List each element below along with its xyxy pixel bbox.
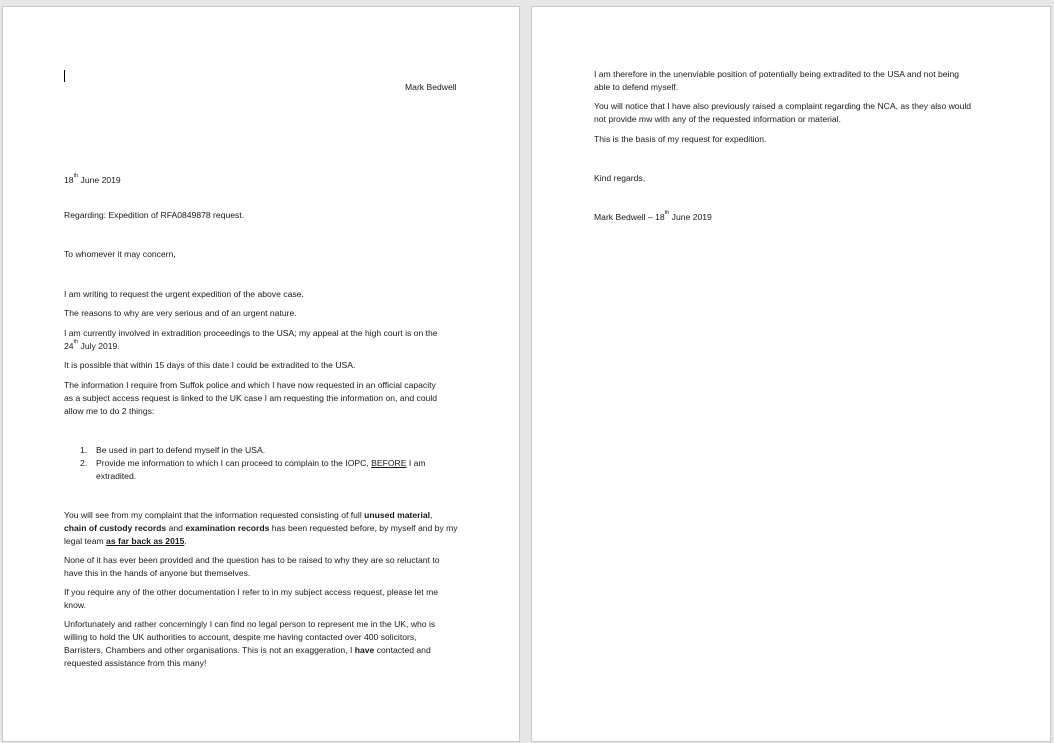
paragraph-9-line-4: requested assistance from this many! <box>64 658 207 668</box>
salutation: To whomever it may concern, <box>64 249 176 259</box>
paragraph-3-line-1: I am currently involved in extradition proceedings to the USA; my appeal at the high court is on the <box>64 328 438 338</box>
page2-paragraph-3: This is the basis of my request for expedition. <box>594 134 767 144</box>
list-item-2-line-1: Provide me information to which I can proceed to complain to the IOPC, BEFORE I am <box>96 458 426 468</box>
paragraph-6-line-2: chain of custody records and examination records has been requested before, by myself and by my <box>64 523 458 533</box>
list-number-1: 1. <box>80 445 88 455</box>
page2-paragraph-2-line-1: You will notice that I have also previously raised a complaint regarding the NCA, as they also would <box>594 101 972 111</box>
page2-paragraph-1-line-2: able to defend myself. <box>594 82 679 92</box>
paragraph-8-line-2: know. <box>64 600 86 610</box>
closing: Kind regards, <box>594 173 646 183</box>
text-cursor <box>64 70 65 82</box>
paragraph-9-line-1: Unfortunately and rather concerningly I can find no legal person to represent me in the UK, who is <box>64 619 436 629</box>
paragraph-6-line-1: You will see from my complaint that the information requested consisting of full unused material, <box>64 510 433 520</box>
paragraph-3-line-2: 24th July 2019. <box>64 339 120 351</box>
paragraph-4: It is possible that within 15 days of this date I could be extradited to the USA. <box>64 360 356 370</box>
list-item-1: Be used in part to defend myself in the USA. <box>96 445 266 455</box>
paragraph-9-line-3: Barristers, Chambers and other organisations. This is not an exaggeration, I have contacted and <box>64 645 431 655</box>
list-number-2: 2. <box>80 458 88 468</box>
sender-name: Mark Bedwell <box>405 82 457 92</box>
page2-paragraph-2-line-2: not provide mw with any of the requested information or material. <box>594 114 841 124</box>
paragraph-6-line-3: legal team as far back as 2015. <box>64 536 187 546</box>
document-page-1[interactable] <box>2 6 520 742</box>
paragraph-9-line-2: willing to hold the UK authorities to account, despite me having contacted over 400 solicitors, <box>64 632 417 642</box>
letter-date: 18th June 2019 <box>64 173 121 185</box>
list-item-2-line-2: extradited. <box>96 471 137 481</box>
page2-paragraph-1-line-1: I am therefore in the unenviable position of potentially being extradited to the USA and not being <box>594 69 960 79</box>
paragraph-8-line-1: If you require any of the other documentation I refer to in my subject access request, please let me <box>64 587 439 597</box>
document-page-2[interactable] <box>531 6 1051 742</box>
paragraph-5-line-3: allow me to do 2 things: <box>64 406 155 416</box>
paragraph-2: The reasons to why are very serious and of an urgent nature. <box>64 308 297 318</box>
paragraph-5-line-1: The information I require from Suffok police and which I have now requested in an official capacity <box>64 380 436 390</box>
paragraph-7-line-1: None of it has ever been provided and the question has to be raised to why they are so reluctant to <box>64 555 440 565</box>
regarding-line: Regarding: Expedition of RFA0849878 request. <box>64 210 245 220</box>
signature-line: Mark Bedwell – 18th June 2019 <box>594 210 712 222</box>
paragraph-1: I am writing to request the urgent expedition of the above case. <box>64 289 304 299</box>
paragraph-7-line-2: have this in the hands of anyone but themselves. <box>64 568 251 578</box>
paragraph-5-line-2: as a subject access request is linked to the UK case I am requesting the information on, and could <box>64 393 438 403</box>
